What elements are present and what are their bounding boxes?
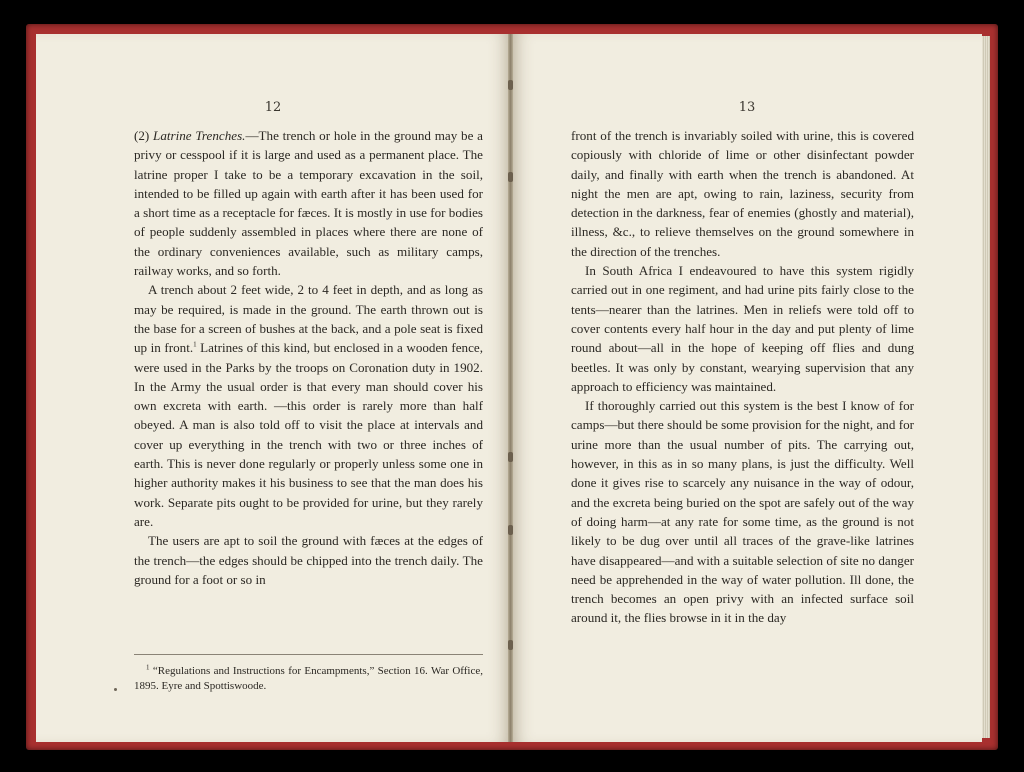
footnote-reference: 1	[193, 340, 197, 349]
paragraph-trench-edges: The users are apt to soil the ground with fæces at the edges of the trench—the edges should be chipped into the trench daily. The ground for a foot or so in	[134, 533, 483, 587]
binding-stitch	[508, 80, 513, 90]
binding-stitch	[508, 525, 513, 535]
book-gutter	[508, 34, 513, 742]
binding-stitch	[508, 640, 513, 650]
paragraph-text: Latrines of this kind, but enclosed in a wooden fence, were used in the Parks by the troops on Coronation duty in 1902. In the Army the usual order is that every man should cover his own excreta with earth. —this order is rarely more than half obeyed. A man is also told off to visit the place at intervals and cover up everything in the trench with two or three inches of earth. This is never done regularly or properly unless some one in higher authority makes it his business to see that the man does his work. Separate pits ought to be provided for urine, but they rarely are.	[134, 340, 483, 529]
paragraph-latrine-trenches	[134, 126, 483, 280]
right-page	[512, 34, 982, 742]
footnote-divider	[134, 654, 483, 655]
binding-stitch	[508, 452, 513, 462]
binding-stitch	[508, 172, 513, 182]
left-page-text	[134, 126, 483, 589]
footnote-text: “Regulations and Instructions for Encampments,” Section 16. War Office, 1895. Eyre and Spottiswoode.	[134, 665, 483, 692]
paragraph-text: A trench about 2 feet wide, 2 to 4 feet in depth, and as long as may be required, is made in the ground. The earth thrown out is the base for a screen of bushes at the back, and a pole seat is fixed up in front.	[134, 282, 483, 356]
paragraph-trench-soiling: front of the trench is invariably soiled with urine, this is covered copiously with chloride of lime or other disinfectant powder daily, and finally with earth when the trench is abandoned. At night the men are apt, owing to rain, laziness, security from detection in the darkness, fear of enemies (ghostly and material), illness, &c., to relieve themselves on the ground somewhere in the direction of the trenches.	[571, 128, 914, 259]
paper-speck	[114, 688, 117, 691]
section-number: (2)	[134, 128, 154, 143]
right-page-text	[571, 126, 914, 628]
paragraph-text: —The trench or hole in the ground may be a privy or cesspool if it is large and used as a permanent place. The latrine proper I take to be a temporary excavation in the soil, intended to be filled up again with earth after it has been used for a short time as a receptacle for fæces. It is mostly in use for bodies of people suddenly assembled in places where there are none of the ordinary conveniences available, such as military camps, railway works, and so forth.	[134, 128, 483, 279]
paragraph-south-africa: In South Africa I endeavoured to have this system rigidly carried out in one regiment, and had urine pits fairly close to the tents—nearer than the latrines. Men in reliefs were told off to cover contents every half hour in the day and put plenty of lime round about—all in the hope of keeping off flies and dung beetles. It was only by constant, wearying supervision that any approach to efficiency was maintained.	[571, 263, 914, 394]
paragraph-system-evaluation: If thoroughly carried out this system is the best I know of for camps—but there should be some provision for the night, and for urine more than the usual number of pits. The carrying out, however, in this as in so many plans, is just the difficulty. Well done it gives rise to scarcely any nuisance in the way of odour, and the excreta being buried on the spot are safely out of the way of doing harm—at any rate for some time, as the ground is not likely to be dug over until all traces of the grave-like latrines have disappeared—and with a suitable selection of site no danger need be apprehended in the way of water pollution. Ill done, the trench becomes an open privy with an infected surface soil around it, the flies browse in it in the day	[571, 398, 914, 626]
section-heading: Latrine Trenches.	[153, 128, 246, 143]
footnote-marker: 1	[146, 663, 150, 672]
page-edges	[982, 36, 990, 738]
footnote	[134, 664, 483, 694]
paragraph-trench-construction	[134, 280, 483, 531]
left-page	[36, 34, 510, 742]
page-number-right: 13	[738, 100, 756, 115]
page-number-left: 12	[264, 100, 282, 115]
